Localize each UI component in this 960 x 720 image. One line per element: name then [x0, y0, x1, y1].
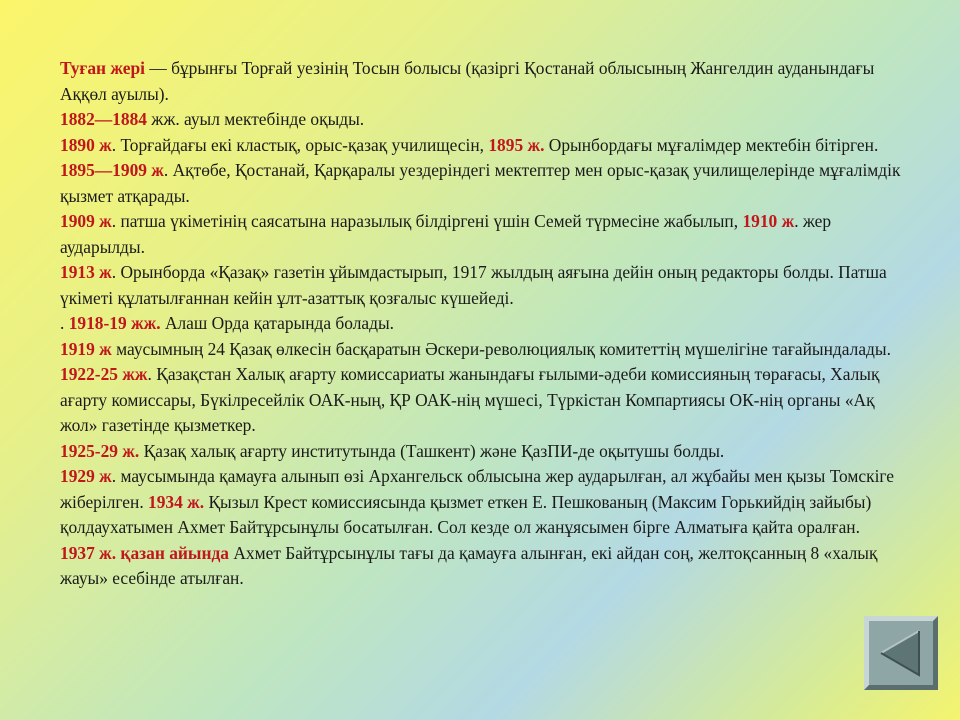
text-run: жж. ауыл мектебінде оқыды.	[146, 109, 365, 129]
highlight: 1922-25 жж	[60, 364, 148, 384]
highlight: 1934 ж.	[148, 491, 205, 512]
text-run: . Торғайдағы екі кластық, орыс-қазақ училищесін,	[111, 134, 489, 155]
text-run: . патша үкіметінің саясатына наразылық білдіргені үшін Семей түрмесіне жабылып,	[111, 211, 743, 231]
text-run: Орынбордағы мұғалімдер мектебін бітірген.	[544, 134, 879, 155]
paragraph-1918	[60, 311, 910, 337]
paragraph-birthplace	[60, 56, 910, 107]
paragraph-1937	[60, 541, 910, 592]
paragraph-1929	[60, 464, 910, 541]
text-run: .	[60, 313, 69, 333]
text-run: . жер аударылды.	[60, 211, 832, 257]
highlight: 1909 ж	[60, 211, 112, 231]
paragraph-1882	[60, 107, 910, 133]
highlight: 1918-19 жж.	[68, 313, 161, 333]
highlight: 1919 ж	[60, 338, 112, 359]
text-run: . маусымында қамауға алынып өзі Архангельск облысына жер аударылған, ал жұбайы мен қызы Томскіге жіберілген.	[60, 466, 895, 512]
highlight: 1882—1884	[60, 109, 147, 129]
biography-text	[60, 56, 910, 592]
text-run: . Қазақстан Халық ағарту комиссариаты жанындағы ғылыми-әдеби комиссияның төрағасы, Халық ағарту комиссары, Бүкілресейлік ОАК-ның, ҚР ОАК-нің мүшесі, Түркістан Компартиясы ОК-нің органы «Ақ жол» газетінде қызметкер.	[60, 364, 880, 435]
highlight: 1890 ж	[60, 134, 112, 155]
paragraph-1925	[60, 439, 910, 465]
text-run: Қызыл Крест комиссиясында қызмет еткен Е. Пешкованың (Максим Горькийдің зайыбы) қолдаухатымен Ахмет Байтұрсынұлы босатылған. Сол кезде ол жанұясымен бірге Алматыға қайта оралған.	[60, 491, 872, 537]
highlight: 1929 ж	[60, 466, 112, 486]
text-run: . Орынборда «Қазақ» газетін ұйымдастырып, 1917 жылдың аяғына дейін оның редакторы болды. Патша үкіметі құлатылғаннан кейін ұлт-азаттық қозғалыс күшейеді.	[60, 262, 887, 308]
text-run: Қазақ халық ағарту институтында (Ташкент) және ҚазПИ-де оқытушы болды.	[139, 440, 725, 461]
back-button[interactable]	[864, 616, 938, 690]
highlight: 1895 ж.	[488, 134, 545, 155]
text-run: маусымның 24 Қазақ өлкесін басқаратын Әскери-революциялық комитеттің мүшелігіне тағайындалады.	[111, 338, 891, 359]
text-run: . Ақтөбе, Қостанай, Қарқаралы уездеріндегі мектептер мен орыс-қазақ училищелерінде мұғалімдік қызмет атқарады.	[60, 160, 901, 206]
paragraph-1922	[60, 362, 910, 439]
paragraph-1913	[60, 260, 910, 311]
highlight: 1925-29 ж.	[60, 440, 140, 461]
triangle-left-icon	[869, 621, 933, 685]
paragraph-1895	[60, 158, 910, 209]
highlight: 1910 ж	[742, 211, 795, 231]
paragraph-1909	[60, 209, 910, 260]
highlight: 1913 ж	[60, 262, 112, 282]
paragraph-1919	[60, 337, 910, 363]
text-run: — бұрынғы Торғай уезінің Тосын болысы (қазіргі Қостанай облысының Жангелдин ауданындағы Аққөл ауылы).	[60, 58, 875, 104]
text-run: Алаш Орда қатарында болады.	[160, 313, 395, 333]
text-run: Ахмет Байтұрсынұлы тағы да қамауға алынған, екі айдан соң, желтоқсанның 8 «халық жауы» есебінде атылған.	[60, 542, 878, 588]
highlight: 1937 ж. қазан айында	[60, 542, 230, 563]
highlight: 1895—1909 ж	[60, 160, 164, 180]
highlight: Туған жері	[60, 58, 145, 78]
paragraph-1890	[60, 133, 910, 159]
